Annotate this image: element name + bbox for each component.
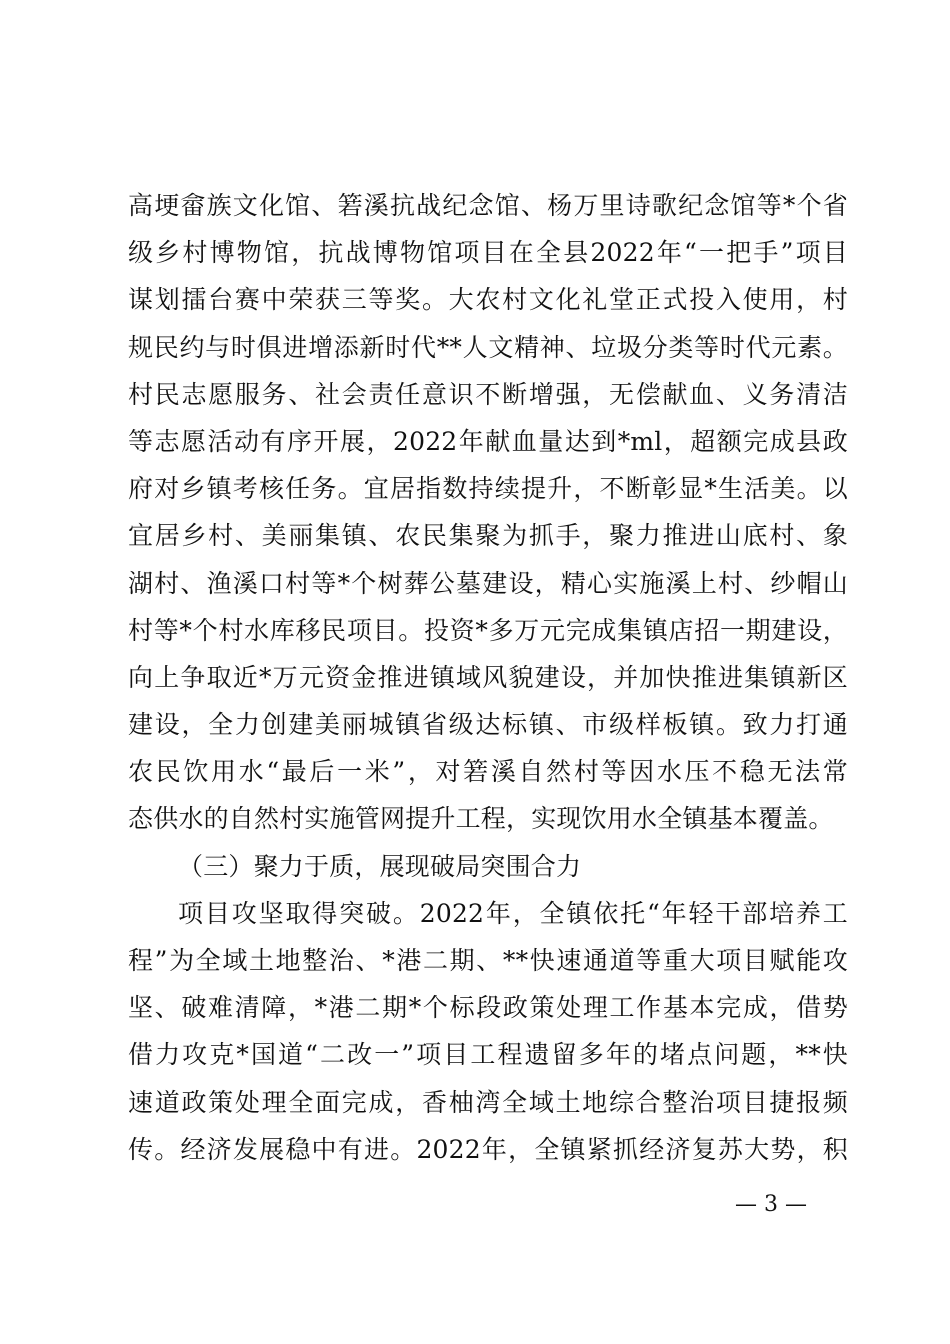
paragraph-line: 项目攻坚取得突破。2022年，全镇依托“年轻干部培养工 bbox=[178, 898, 848, 928]
paragraph-line: 程”为全域土地整治、*港二期、**快速通道等重大项目赋能攻 bbox=[128, 946, 848, 975]
paragraph-line: 府对乡镇考核任务。宜居指数持续提升，不断彰显*生活美。以 bbox=[128, 474, 848, 504]
paragraph-line: 农民饮用水“最后一米”，对箬溪自然村等因水压不稳无法常 bbox=[128, 757, 848, 787]
paragraph-line: 坚、破难清障，*港二期*个标段政策处理工作基本完成，借势 bbox=[128, 993, 848, 1023]
paragraph-line: 态供水的自然村实施管网提升工程，实现饮用水全镇基本覆盖。 bbox=[128, 804, 834, 834]
paragraph-line: 村民志愿服务、社会责任意识不断增强，无偿献血、义务清洁 bbox=[128, 379, 848, 409]
paragraph-line: 向上争取近*万元资金推进镇域风貌建设，并加快推进集镇新区 bbox=[128, 662, 848, 692]
paragraph-line: 宜居乡村、美丽集镇、农民集聚为抓手，聚力推进山底村、象 bbox=[128, 521, 848, 551]
paragraph-line: 级乡村博物馆，抗战博物馆项目在全县2022年“一把手”项目 bbox=[128, 238, 848, 268]
paragraph-line: 高埂畲族文化馆、箬溪抗战纪念馆、杨万里诗歌纪念馆等*个省 bbox=[128, 191, 848, 220]
paragraph-line: 湖村、渔溪口村等*个树葬公墓建设，精心实施溪上村、纱帽山 bbox=[128, 568, 848, 598]
paragraph-line: 等志愿活动有序开展，2022年献血量达到*ml，超额完成县政 bbox=[128, 426, 848, 456]
paragraph-line: 传。经济发展稳中有进。2022年，全镇紧抓经济复苏大势，积 bbox=[128, 1134, 848, 1164]
paragraph-line: 速道政策处理全面完成，香柚湾全域土地综合整治项目捷报频 bbox=[128, 1087, 848, 1117]
section-heading: （三）聚力于质，展现破局突围合力 bbox=[178, 851, 582, 881]
paragraph-line: 谋划擂台赛中荣获三等奖。大农村文化礼堂正式投入使用，村 bbox=[128, 285, 848, 315]
paragraph-line: 借力攻克*国道“二改一”项目工程遗留多年的堵点问题，**快 bbox=[128, 1040, 848, 1070]
paragraph-line: 村等*个村水库移民项目。投资*多万元完成集镇店招一期建设， bbox=[128, 615, 848, 645]
body-text bbox=[128, 182, 848, 1173]
page-number: — 3 — bbox=[735, 1192, 807, 1217]
paragraph-line: 建设，全力创建美丽城镇省级达标镇、市级样板镇。致力打通 bbox=[128, 710, 848, 740]
paragraph-line: 规民约与时俱进增添新时代**人文精神、垃圾分类等时代元素。 bbox=[128, 332, 848, 362]
